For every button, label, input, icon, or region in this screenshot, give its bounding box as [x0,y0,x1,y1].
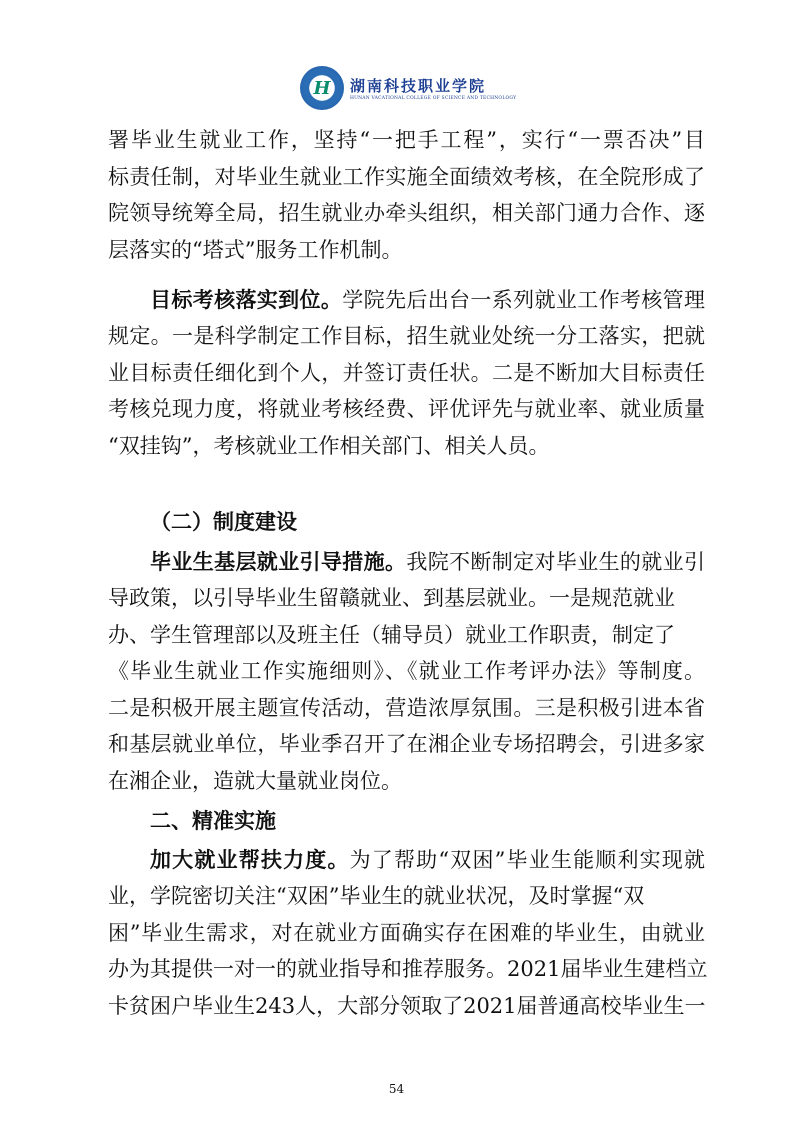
text-line [108,125,705,155]
line-text: 导政策，以引导毕业生留赣就业、到基层就业。一是规范就业 [108,586,675,610]
bold-heading: 毕业生基层就业引导措施。 [150,549,407,574]
text-line [150,806,705,836]
line-text: “双挂钩”，考核就业工作相关部门、相关人员。 [108,434,550,458]
text-line [108,918,705,948]
text-line [108,583,705,613]
line-text: 在湘企业，造就大量就业岗位。 [108,769,402,793]
text-line [108,321,705,351]
text-line [108,198,705,228]
line-text: 业目标责任细化到个人，并签订责任状。二是不断加大目标责任 [108,361,705,385]
line-text: 院领导统筹全局，招生就业办牵头组织，相关部门通力合作、逐 [108,201,705,225]
text-line [108,766,705,796]
line-text: 考核兑现力度，将就业考核经费、评优评先与就业率、就业质量 [108,397,705,421]
bold-heading: 二、精准实施 [150,808,276,833]
text-line [108,431,705,461]
text-line [150,845,705,875]
line-text: 为了帮助“双困”毕业生能顺利实现就 [349,848,705,872]
line-text: 署毕业生就业工作，坚持“一把手工程”，实行“一票否决”目 [108,128,705,152]
text-line [108,394,705,424]
text-line [150,285,705,315]
college-logo [300,66,516,110]
line-text: 业，学院密切关注“双困”毕业生的就业状况，及时掌握“双 [108,884,645,908]
line-text: 办为其提供一对一的就业指导和推荐服务。2021届毕业生建档立 [108,957,708,981]
text-line [150,507,705,537]
line-text: 办、学生管理部以及班主任（辅导员）就业工作职责，制定了 [108,623,675,647]
text-line [108,162,705,192]
text-line [108,991,705,1021]
line-text: 层落实的“塔式”服务工作机制。 [108,238,403,262]
text-line [108,693,705,723]
line-text: 和基层就业单位，毕业季召开了在湘企业专场招聘会，引进多家 [108,732,705,756]
line-text: 困”毕业生需求，对在就业方面确实存在困难的毕业生，由就业 [108,921,705,945]
page-number: 54 [388,1082,405,1096]
line-text: 卡贫困户毕业生243人，大部分领取了2021届普通高校毕业生一 [108,994,706,1018]
text-line [108,729,705,759]
college-seal-icon: H [300,66,344,110]
text-line [150,547,705,577]
bold-heading: 目标考核落实到位。 [150,287,343,312]
bold-heading: （二）制度建设 [150,509,297,534]
line-text: 我院不断制定对毕业生的就业引 [406,550,706,574]
text-line [108,358,705,388]
logo-english-name: HUNAN VACATIONAL COLLEGE OF SCIENCE AND TECHNOLOGY [350,96,517,101]
line-text: 标责任制，对毕业生就业工作实施全面绩效考核，在全院形成了 [108,165,705,189]
line-text: 二是积极开展主题宣传活动，营造浓厚氛围。三是积极引进本省 [108,696,705,720]
text-line [108,656,705,686]
logo-chinese-name: 湖南科技职业学院 [350,77,487,95]
line-text: 规定。一是科学制定工作目标，招生就业处统一分工落实，把就 [108,324,705,348]
line-text: 学院先后出台一系列就业工作考核管理 [342,288,706,312]
line-text: 《毕业生就业工作实施细则》、《就业工作考评办法》等制度。 [108,659,705,683]
text-line [108,881,705,911]
text-line [108,954,708,984]
bold-heading: 加大就业帮扶力度。 [150,847,350,872]
text-line [108,235,705,265]
text-line [108,620,705,650]
